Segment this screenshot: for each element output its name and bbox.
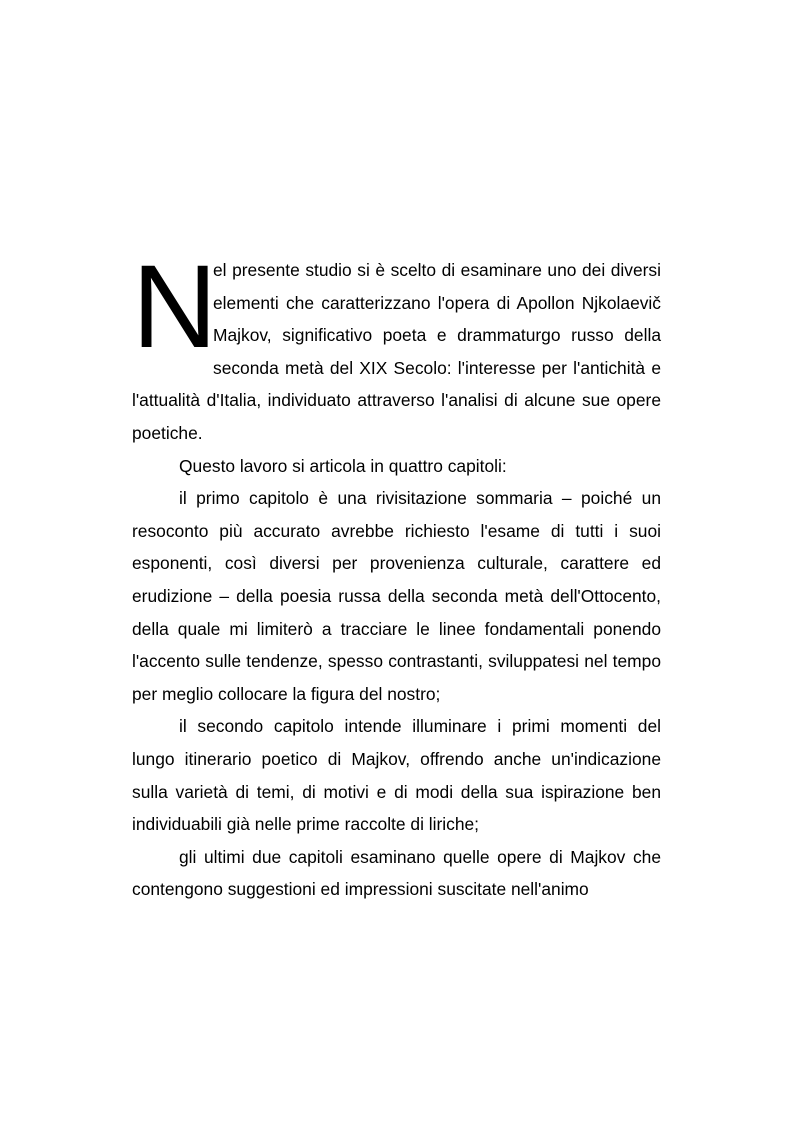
paragraph-chapters-overview: Questo lavoro si articola in quattro capitoli: bbox=[179, 455, 507, 476]
paragraph-intro bbox=[132, 241, 661, 450]
body-text bbox=[132, 241, 661, 906]
paragraph-intro-text: el presente studio si è scelto di esaminare uno dei diversi elementi che caratterizzano l'opera di Apollon Njkolaevič Majkov, significativo poeta e drammaturgo russo della seconda metà del XIX Secolo: l'interesse per l'antichità e l'attualità d'Italia, individuato attraverso l'analisi di alcune sue opere poetiche. bbox=[132, 260, 661, 443]
paragraph-last-chapters: gli ultimi due capitoli esaminano quelle opere di Majkov che contengono suggestioni ed impressioni suscitate nell'animo bbox=[132, 846, 661, 900]
paragraph-chapter-two: il secondo capitolo intende illuminare i primi momenti del lungo itinerario poetico di Majkov, offrendo anche un'indicazione sulla varietà di temi, di motivi e di modi della sua ispirazione ben individuabili già nelle prime raccolte di liriche; bbox=[132, 716, 661, 835]
paragraph-chapter-one: il primo capitolo è una rivisitazione sommaria – poiché un resoconto più accurato avrebbe richiesto l'esame di tutti i suoi esponenti, così diversi per provenienza culturale, carattere ed erudizione – della poesia russa della seconda metà dell'Ottocento, della quale mi limiterò a tracciare le linee fondamentali ponendo l'accento sulle tendenze, spesso contrastanti, sviluppatesi nel tempo per meglio collocare la figura del nostro; bbox=[132, 488, 661, 704]
drop-cap-letter: N bbox=[132, 241, 218, 373]
